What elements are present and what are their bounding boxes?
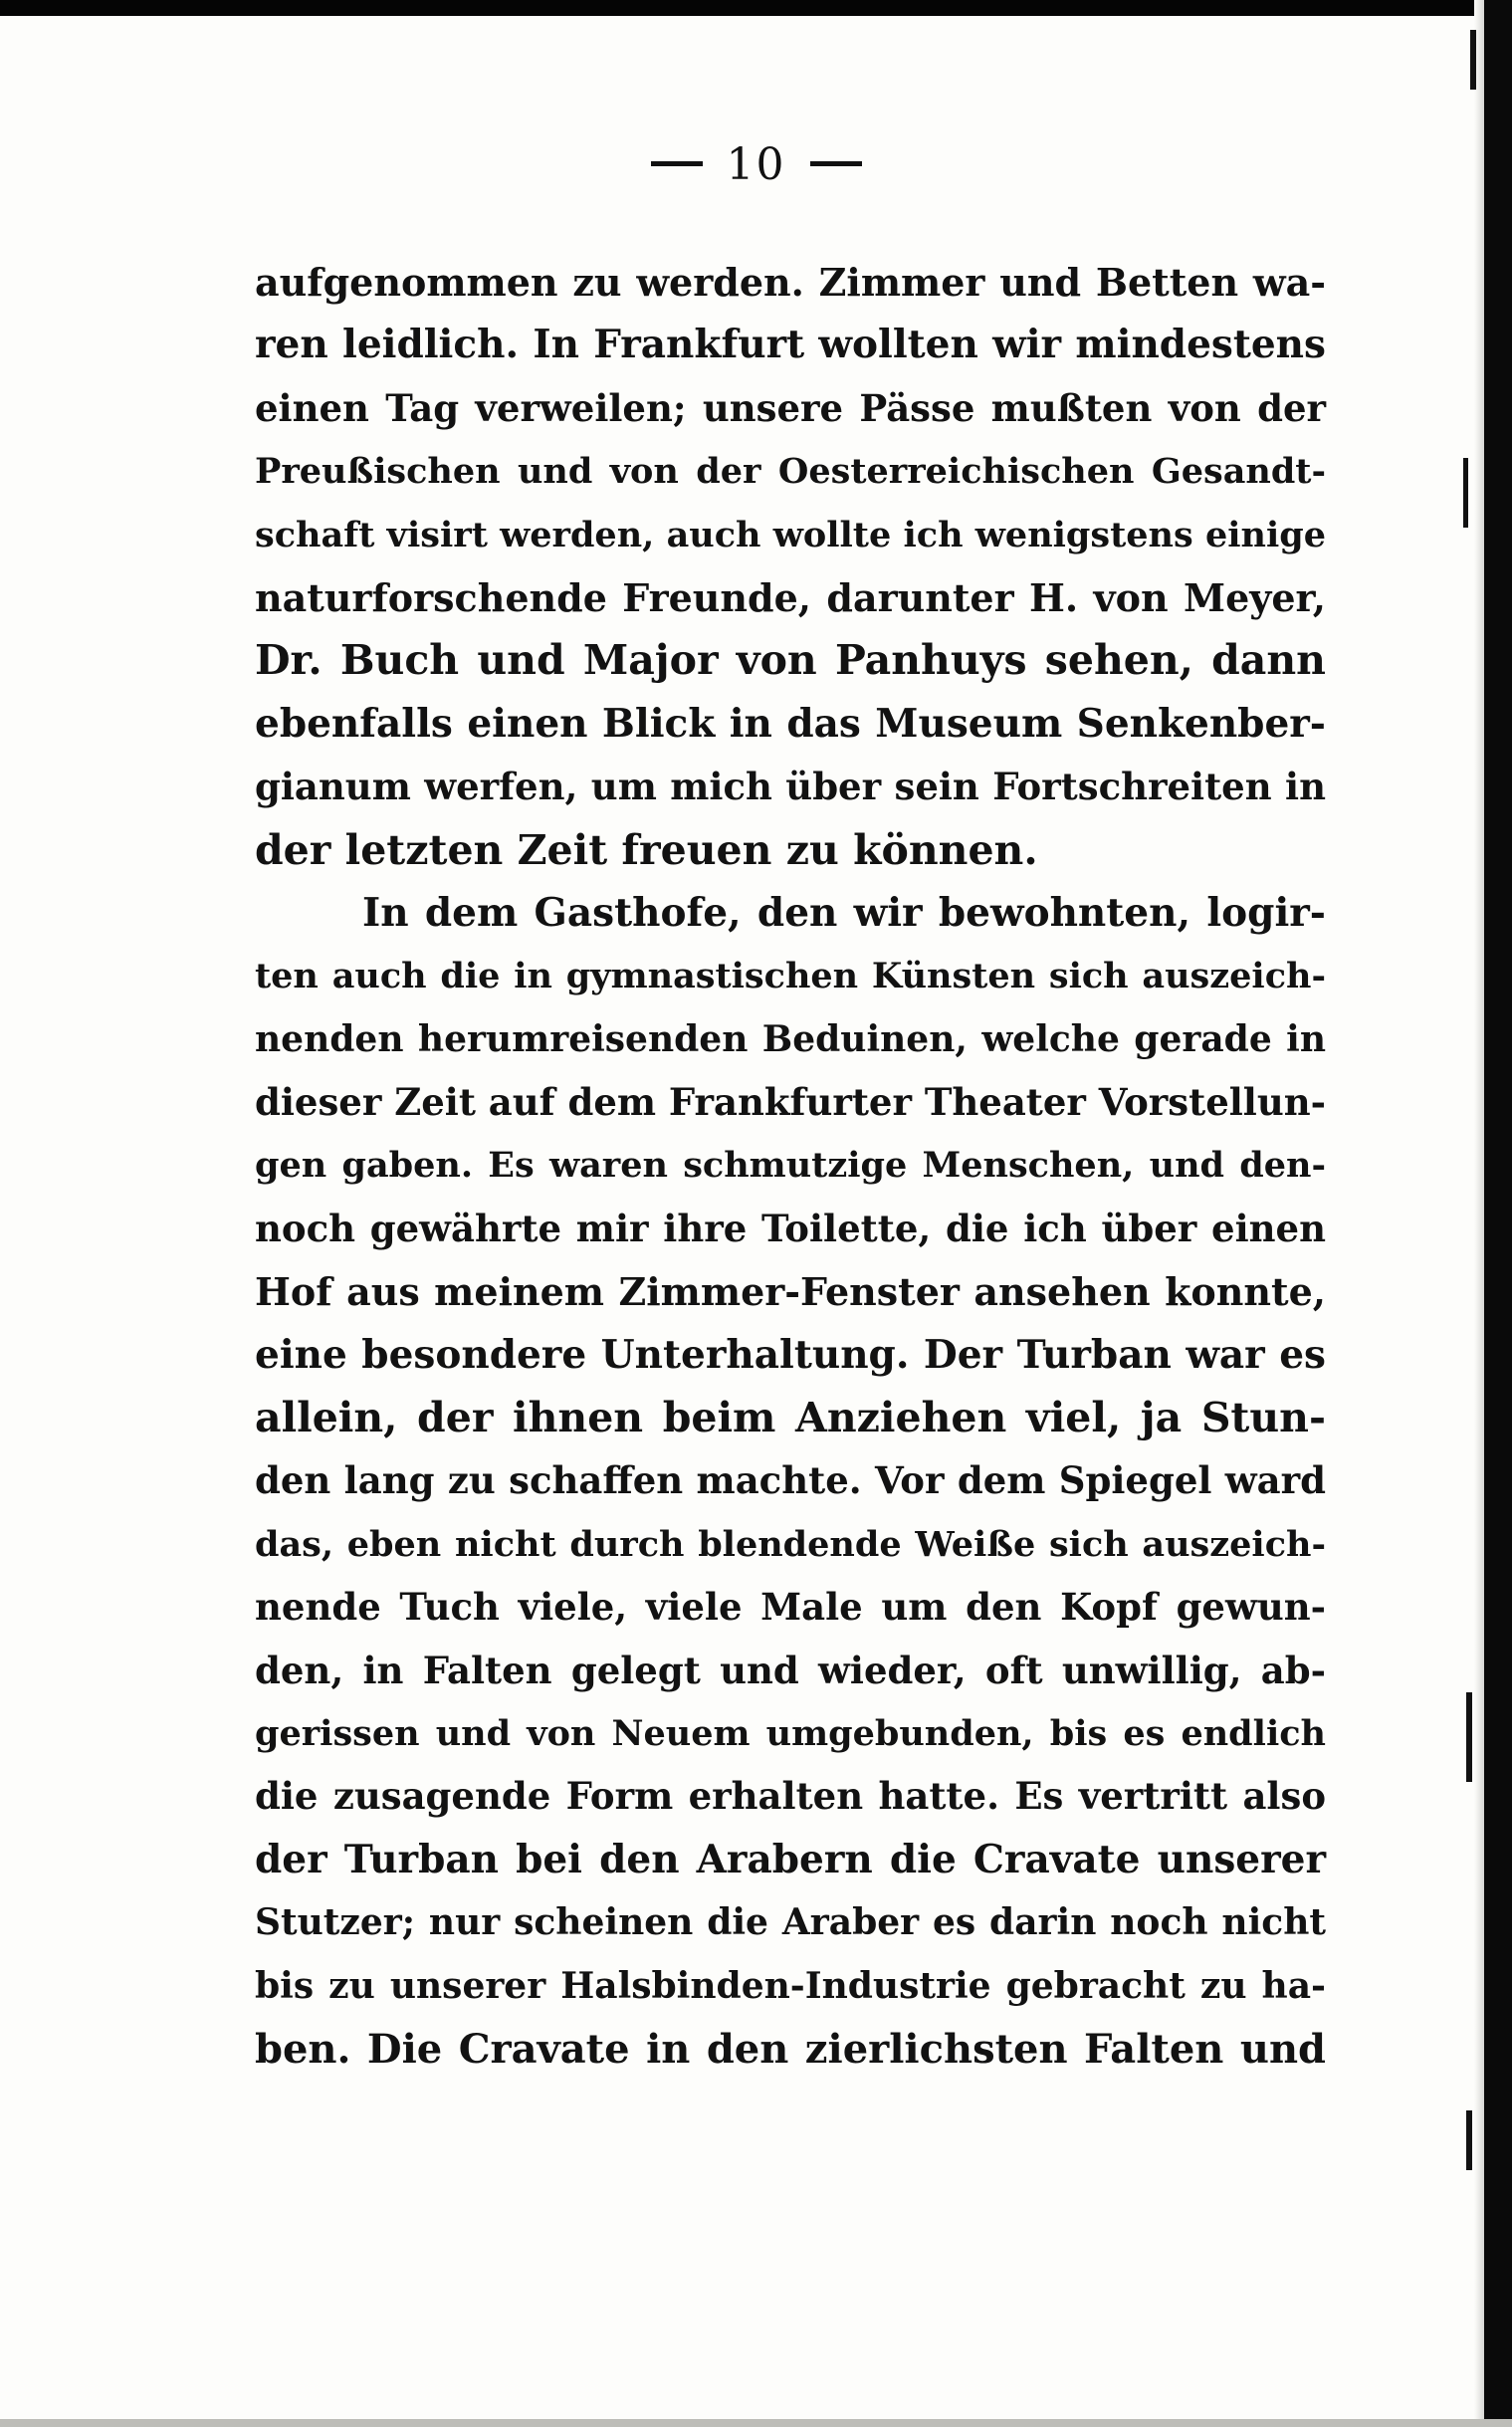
header-dash-left xyxy=(651,161,703,166)
text-line: Stutzer; nur scheinen die Araber es darin noch nicht xyxy=(255,1901,1326,1944)
edge-artifact xyxy=(1463,458,1468,528)
scan-edge-top xyxy=(0,0,1512,16)
page-shadow-right xyxy=(1474,0,1484,2427)
text-line: der letzten Zeit freuen zu können. xyxy=(255,825,1038,874)
text-line: gen gaben. Es waren schmutzige Menschen, und den- xyxy=(255,1145,1326,1187)
text-line: das, eben nicht durch blendende Weiße sich auszeich- xyxy=(255,1523,1326,1565)
text-line: den, in Falten gelegt und wieder, oft unwillig, ab- xyxy=(255,1648,1326,1692)
text-line: ben. Die Cravate in den zierlichsten Falten und xyxy=(255,2025,1326,2073)
text-line: allein, der ihnen beim Anziehen viel, ja Stun- xyxy=(255,1394,1326,1442)
text-line: ren leidlich. In Frankfurt wollten wir mindestens xyxy=(255,322,1326,368)
text-line: noch gewährte mir ihre Toilette, die ich über einen xyxy=(255,1206,1326,1250)
text-line: schaft visirt werden, auch wollte ich wenigstens einige xyxy=(255,514,1326,555)
text-line: dieser Zeit auf dem Frankfurter Theater Vorstellun- xyxy=(255,1080,1327,1125)
text-line: bis zu unserer Halsbinden-Industrie gebracht zu ha- xyxy=(255,1964,1326,2007)
text-line: Dr. Buch und Major von Panhuys sehen, dann xyxy=(255,636,1326,685)
text-line: In dem Gasthofe, den wir bewohnten, logir- xyxy=(362,889,1326,936)
header-dash-right xyxy=(810,161,862,166)
body-text xyxy=(255,251,1326,2081)
edge-artifact xyxy=(1470,30,1476,90)
page-header xyxy=(0,139,1512,190)
edge-artifact xyxy=(1466,2110,1472,2170)
text-line: aufgenommen zu werden. Zimmer und Betten wa- xyxy=(255,260,1326,305)
text-line: nenden herumreisenden Beduinen, welche gerade in xyxy=(255,1017,1326,1060)
text-line: den lang zu schaffen machte. Vor dem Spiegel ward xyxy=(255,1458,1326,1503)
text-line: ebenfalls einen Blick in das Museum Senkenber- xyxy=(255,700,1326,747)
text-line: der Turban bei den Arabern die Cravate unserer xyxy=(255,1836,1326,1882)
text-line: einen Tag verweilen; unsere Pässe mußten von der xyxy=(255,385,1326,430)
text-line: Preußischen und von der Oesterreichischen Gesandt- xyxy=(255,451,1326,493)
text-line: eine besondere Unterhaltung. Der Turban war es xyxy=(255,1331,1326,1378)
text-line: gerissen und von Neuem umgebunden, bis es endlich xyxy=(255,1712,1326,1754)
scan-edge-bottom xyxy=(0,2419,1512,2427)
text-line: ten auch die in gymnastischen Künsten sich auszeich- xyxy=(255,956,1326,997)
text-line: die zusagende Form erhalten hatte. Es vertritt also xyxy=(255,1774,1326,1819)
text-line: gianum werfen, um mich über sein Fortschreiten in xyxy=(255,765,1326,809)
scan-edge-right xyxy=(1484,0,1512,2427)
text-line: nende Tuch viele, viele Male um den Kopf gewun- xyxy=(255,1585,1326,1630)
edge-artifact xyxy=(1466,1692,1472,1782)
text-line: naturforschende Freunde, darunter H. von Meyer, xyxy=(255,574,1326,620)
page-number: 10 xyxy=(726,139,786,190)
text-line: Hof aus meinem Zimmer-Fenster ansehen konnte, xyxy=(255,1269,1326,1315)
